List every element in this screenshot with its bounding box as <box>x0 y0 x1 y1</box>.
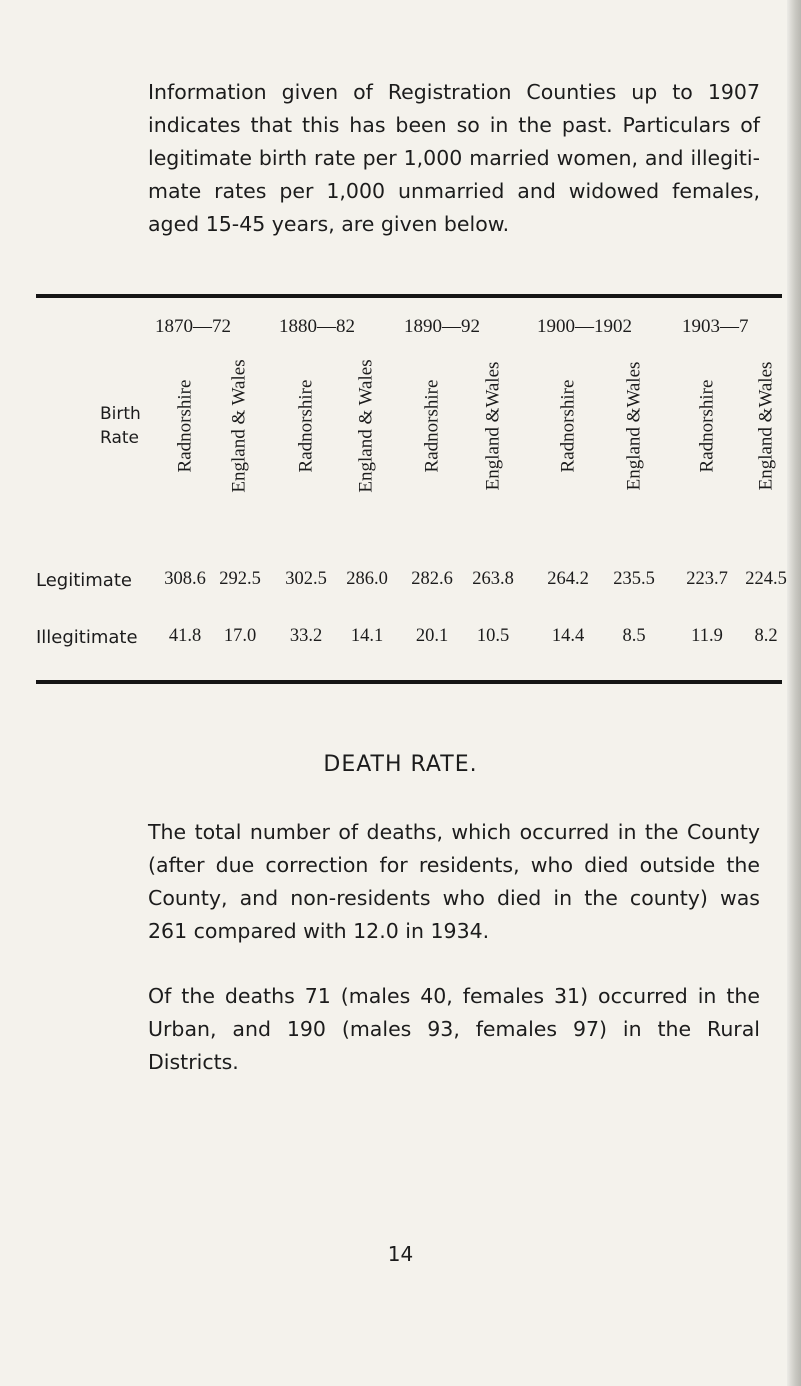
table-cell: 41.8 <box>168 626 202 646</box>
period-1880-82: 1880—82 <box>279 316 355 337</box>
period-1890-92: 1890—92 <box>404 316 480 337</box>
table-cell: 10.5 <box>476 626 510 646</box>
row-header-line-2: Rate <box>100 428 139 448</box>
table-cell: 223.7 <box>686 569 728 589</box>
row-header-line-1: Birth <box>100 404 141 424</box>
table-cell: 302.5 <box>285 569 327 589</box>
table-cell: 14.4 <box>551 626 585 646</box>
column-label: Radnorshire <box>174 379 195 473</box>
column-label: Radnorshire <box>295 379 316 473</box>
row-label-legitimate: Legitimate <box>36 570 132 591</box>
column-label: England &Wales <box>755 361 776 491</box>
table-cell: 8.2 <box>754 626 778 646</box>
column-label: Radnorshire <box>557 379 578 473</box>
table-top-rule <box>36 294 782 298</box>
table-cell: 8.5 <box>622 626 646 646</box>
table-cell: 282.6 <box>411 569 453 589</box>
table-cell: 33.2 <box>289 626 323 646</box>
row-header-birth-rate <box>100 402 141 450</box>
period-1903-7: 1903—7 <box>682 316 749 337</box>
page-number: 14 <box>387 1242 414 1266</box>
column-label: England & Wales <box>229 359 250 493</box>
death-paragraph-1: The total number of deaths, which occurred in the County (after due correction for residents, who died outside the County, and non-residents who died in the county) was 261 compared with 12.0 in 1934. <box>148 820 760 943</box>
period-1870-72: 1870—72 <box>155 316 231 337</box>
table-cell: 292.5 <box>219 569 261 589</box>
table-bottom-rule <box>36 680 782 684</box>
table-cell: 14.1 <box>350 626 384 646</box>
table-cell: 20.1 <box>415 626 449 646</box>
period-1900-1902: 1900—1902 <box>537 316 632 337</box>
table-cell: 286.0 <box>346 569 388 589</box>
section-heading: DEATH RATE. <box>323 752 478 777</box>
column-label: Radnorshire <box>696 379 717 473</box>
table-cell: 224.5 <box>745 569 787 589</box>
death-paragraph-2: Of the deaths 71 (males 40, females 31) occurred in the Urban, and 190 (males 93, females 97) in the Rural Districts. <box>148 984 760 1074</box>
column-label: England &Wales <box>482 361 503 491</box>
intro-paragraph: Information given of Registration Counties up to 1907 indicates that this has been so in the past. Particulars of legitimate birth rate per 1,000 married women, and illegiti-mate rates per 1,000 unmarried and widowed females, aged 15-45 years, are given below. <box>148 80 760 236</box>
row-label-illegitimate: Illegitimate <box>36 627 138 648</box>
table-cell: 264.2 <box>547 569 589 589</box>
table-cell: 235.5 <box>613 569 655 589</box>
table-cell: 17.0 <box>223 626 257 646</box>
table-cell: 308.6 <box>164 569 206 589</box>
table-cell: 11.9 <box>691 626 723 646</box>
column-label: England &Wales <box>623 361 644 491</box>
column-label: Radnorshire <box>421 379 442 473</box>
table-cell: 263.8 <box>472 569 514 589</box>
page-edge-shadow <box>787 0 801 1386</box>
column-label: England & Wales <box>356 359 377 493</box>
